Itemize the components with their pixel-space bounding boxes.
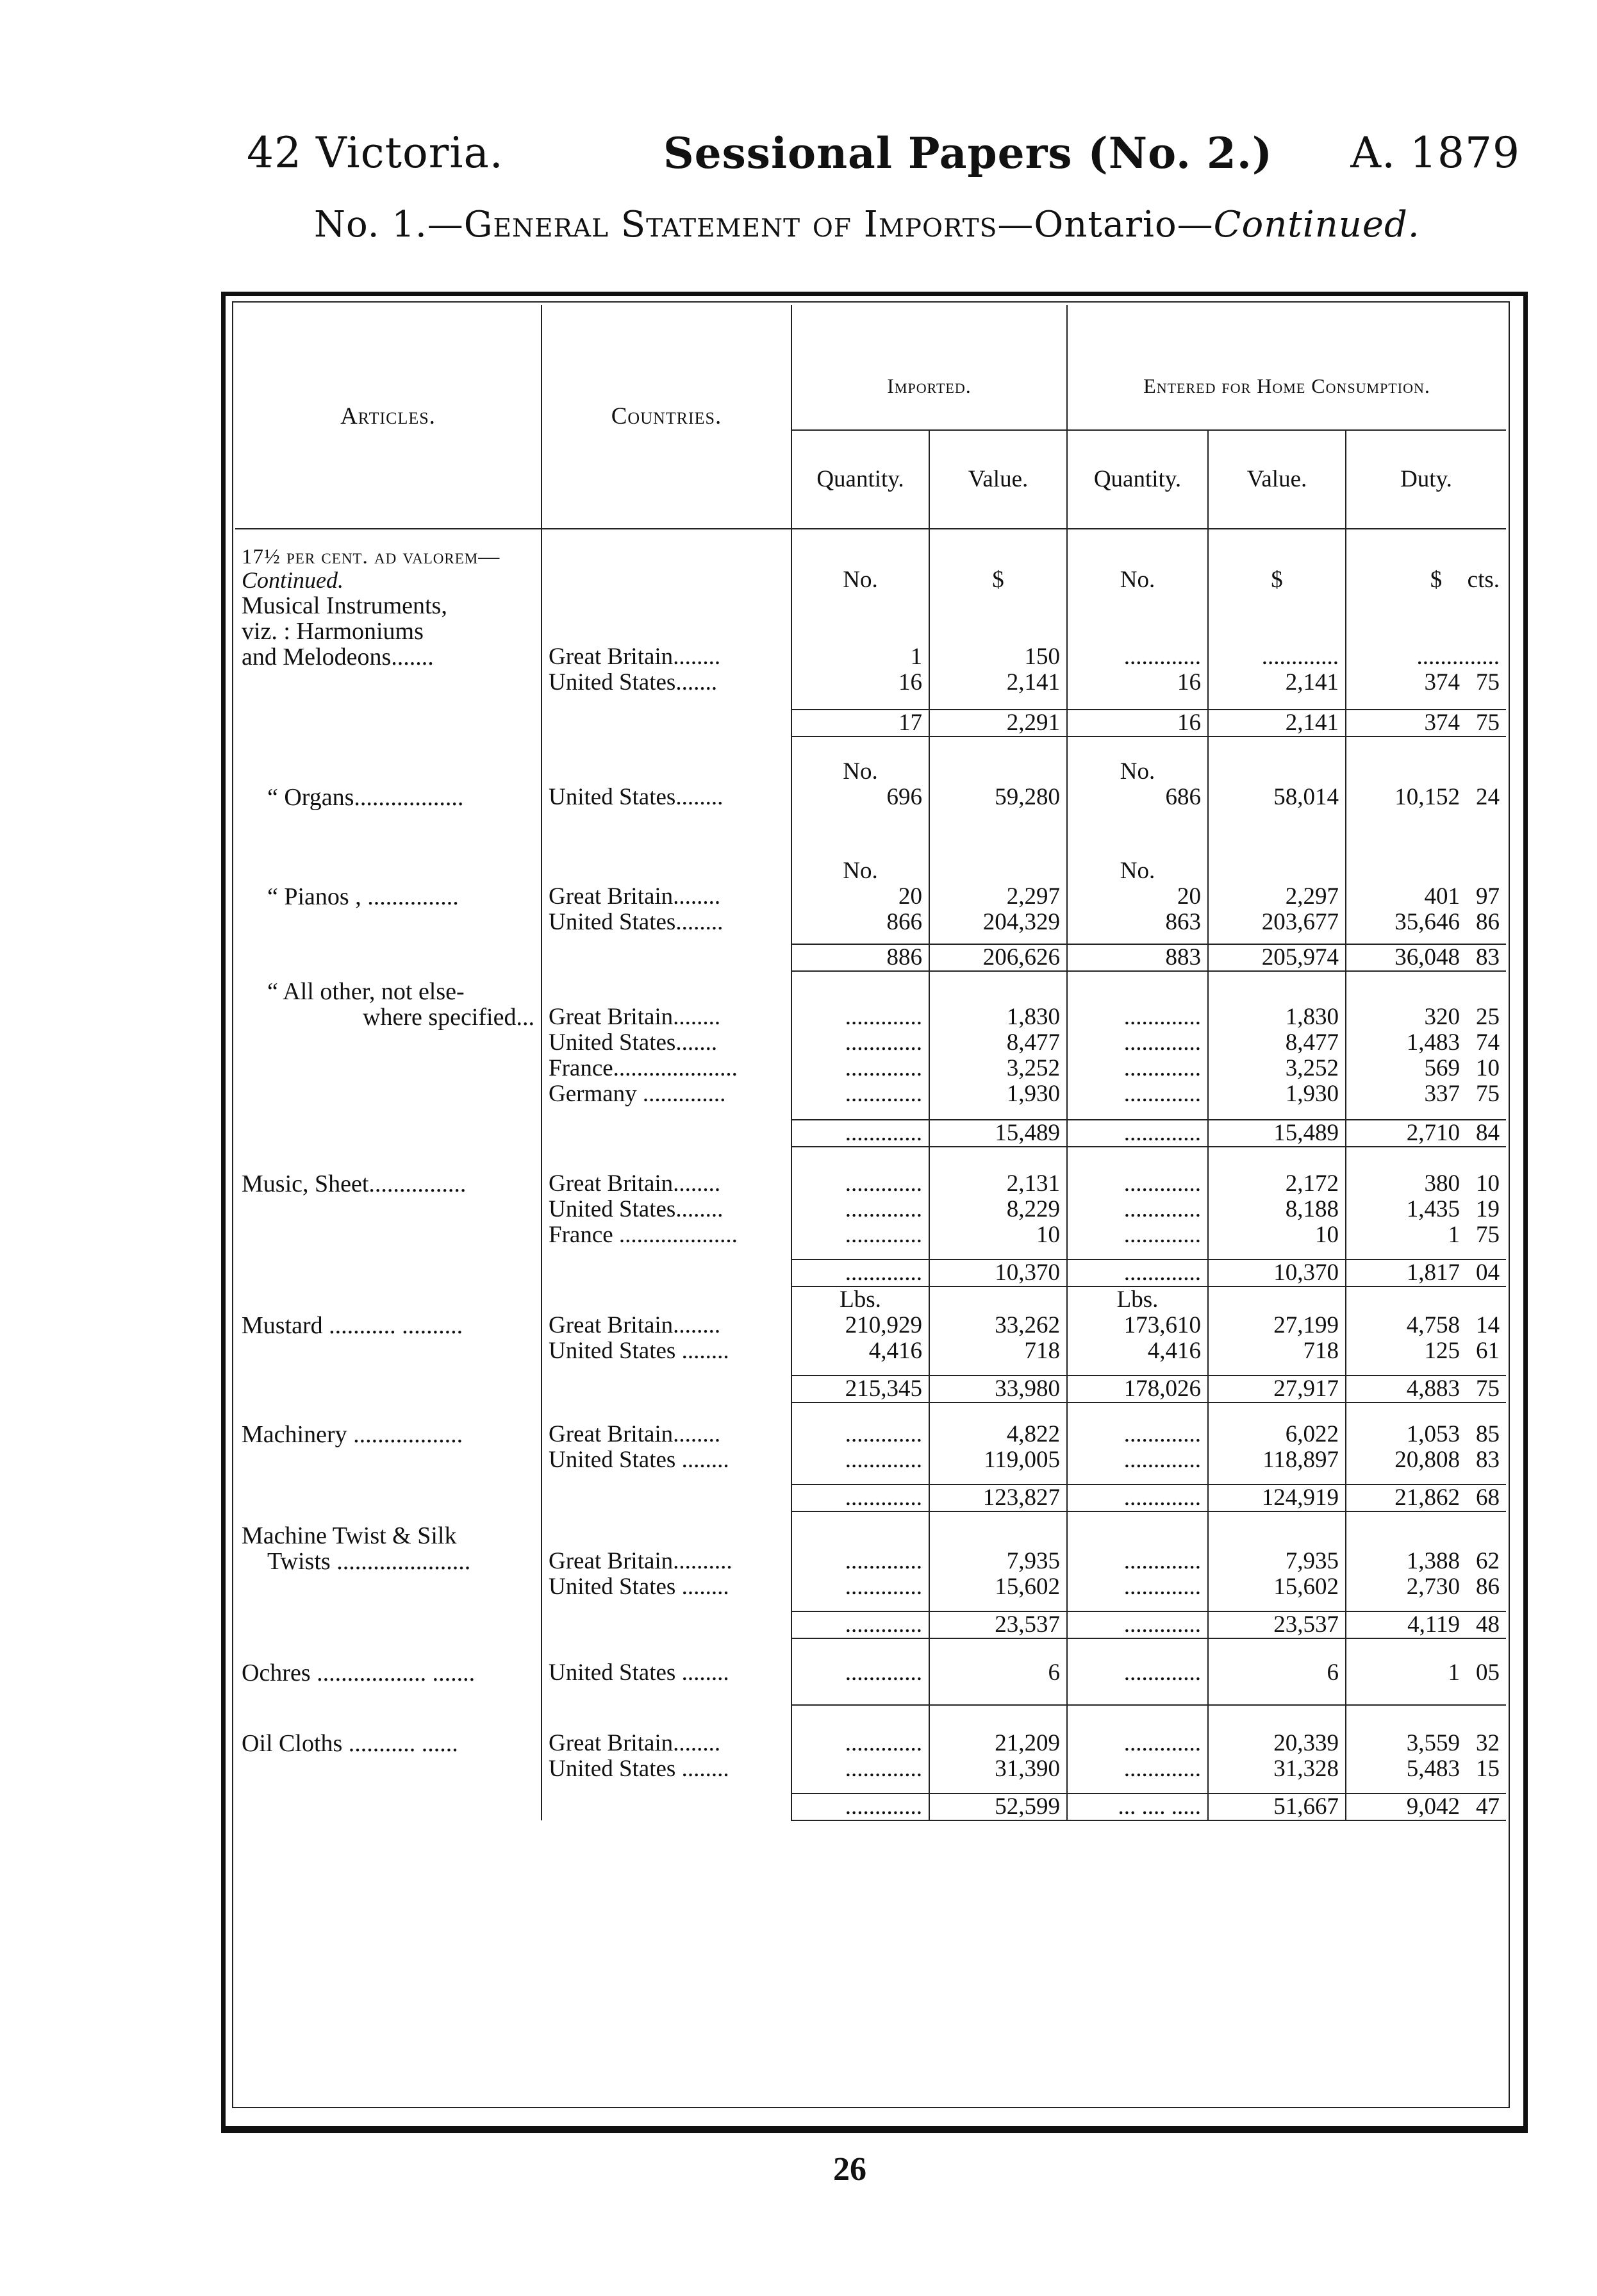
quantity-home-cell: ............. [1067, 1171, 1208, 1197]
table-row [235, 670, 1506, 695]
quantity-cell: ............. [791, 1004, 929, 1030]
country-cell: Great Britain........ [542, 1313, 791, 1338]
value-cell: 1,930 [929, 1081, 1067, 1107]
country-cell: United States ........ [542, 1574, 791, 1600]
article-name: Twists ...................... [235, 1549, 542, 1574]
value-home-cell: 7,935 [1208, 1549, 1346, 1574]
total-duty: 2,710 84 [1346, 1120, 1506, 1147]
total-value: 10,370 [929, 1260, 1067, 1286]
total-value-home: 205,974 [1208, 944, 1346, 971]
value-cell: 3,252 [929, 1056, 1067, 1081]
duty-cell: 35,646 86 [1394, 910, 1500, 935]
value-home-cell: 6 [1208, 1660, 1346, 1686]
country-cell: United States ........ [542, 1447, 791, 1473]
country-cell: United States........ [542, 785, 791, 810]
duty-cell: 1,053 85 [1406, 1422, 1500, 1447]
quantity-cell: 4,416 [791, 1338, 929, 1364]
quantity-home-cell: 863 [1067, 910, 1208, 935]
value-cell: 1,830 [929, 1004, 1067, 1030]
table-row [235, 785, 1506, 810]
value-home-cell: 8,477 [1208, 1030, 1346, 1056]
quantity-home-cell: ............. [1067, 1081, 1208, 1107]
duty-cell: 10,152 24 [1394, 785, 1500, 810]
quantity-cell: ............. [791, 1731, 929, 1756]
unit-no: No. [791, 858, 929, 884]
quantity-cell: ............. [791, 1447, 929, 1473]
table-row [235, 644, 1506, 670]
total-duty: 4,119 48 [1346, 1611, 1506, 1638]
total-duty: 4,883 75 [1346, 1376, 1506, 1402]
total-duty: 21,862 68 [1346, 1485, 1506, 1511]
duty-cell: 5,483 15 [1406, 1756, 1500, 1782]
column-countries: Countries. [542, 305, 791, 529]
total-value: 52,599 [929, 1793, 1067, 1820]
value-cell: 2,297 [929, 884, 1067, 910]
quantity-home-cell: 173,610 [1067, 1313, 1208, 1338]
quantity-cell: ............. [791, 1574, 929, 1600]
quantity-home-cell: 4,416 [1067, 1338, 1208, 1364]
unit-no-home: No. [1067, 759, 1208, 785]
total-value: 33,980 [929, 1376, 1067, 1402]
value-cell: 119,005 [929, 1447, 1067, 1473]
duty-cell: 337 75 [1424, 1081, 1500, 1107]
total-quantity: ............. [791, 1485, 929, 1511]
country-cell: United States....... [542, 1030, 791, 1056]
page-subtitle [314, 204, 1420, 245]
total-quantity-home: 16 [1067, 710, 1208, 736]
country-cell: United States ........ [542, 1660, 791, 1686]
quantity-cell: ............. [791, 1756, 929, 1782]
table-row [235, 1197, 1506, 1222]
value-home-cell: 203,677 [1208, 910, 1346, 935]
imports-table [235, 305, 1506, 1821]
value-home-cell: 1,930 [1208, 1081, 1346, 1107]
quantity-home-cell: ............. [1067, 1030, 1208, 1056]
header-year: A. 1879 [1350, 128, 1520, 178]
total-row [235, 1485, 1506, 1511]
value-cell: 15,602 [929, 1574, 1067, 1600]
column-quantity-home: Quantity. [1067, 430, 1208, 529]
unit-no: No. [791, 529, 929, 593]
value-cell: 4,822 [929, 1422, 1067, 1447]
article-name: viz. : Harmoniums [235, 619, 542, 644]
article-name: where specified... [235, 1004, 542, 1030]
quantity-cell: ............. [791, 1197, 929, 1222]
duty-cell: 125 61 [1424, 1338, 1500, 1364]
quantity-cell: ............. [791, 1422, 929, 1447]
article-name: Musical Instruments, [235, 593, 542, 619]
table-row [235, 1549, 1506, 1574]
value-home-cell: 10 [1208, 1222, 1346, 1248]
value-cell: 6 [929, 1660, 1067, 1686]
country-cell: Great Britain........ [542, 884, 791, 910]
unit-dollar-home: $ [1208, 529, 1346, 593]
table-row [235, 1574, 1506, 1600]
country-cell: Great Britain........ [542, 1004, 791, 1030]
total-quantity: ............. [791, 1611, 929, 1638]
value-home-cell: 15,602 [1208, 1574, 1346, 1600]
quantity-cell: 866 [791, 910, 929, 935]
quantity-cell: 696 [791, 785, 929, 810]
total-quantity-home: 883 [1067, 944, 1208, 971]
quantity-cell: ............. [791, 1549, 929, 1574]
value-home-cell: ............. [1208, 644, 1346, 670]
column-quantity: Quantity. [791, 430, 929, 529]
total-quantity: ............. [791, 1793, 929, 1820]
quantity-home-cell: ............. [1067, 1004, 1208, 1030]
duty-cell: 401 97 [1424, 884, 1500, 910]
section-rate: 17½ per cent. ad valorem—Continued. [235, 529, 542, 593]
total-quantity-home: ... .... ..... [1067, 1793, 1208, 1820]
total-value-home: 23,537 [1208, 1611, 1346, 1638]
duty-cell: 1,435 19 [1406, 1197, 1500, 1222]
duty-cell: 1,483 74 [1406, 1030, 1500, 1056]
column-imported: Imported. [791, 305, 1067, 430]
country-cell: France..................... [542, 1056, 791, 1081]
unit-no-home: No. [1067, 858, 1208, 884]
table-row [235, 1030, 1506, 1056]
total-value-home: 2,141 [1208, 710, 1346, 736]
total-quantity-home: 178,026 [1067, 1376, 1208, 1402]
header-session: 42 Victoria. [247, 128, 504, 178]
duty-cell: .............. [1416, 644, 1500, 670]
value-home-cell: 2,141 [1208, 670, 1346, 695]
quantity-home-cell: ............. [1067, 1197, 1208, 1222]
value-home-cell: 6,022 [1208, 1422, 1346, 1447]
table-row [235, 1056, 1506, 1081]
value-home-cell: 20,339 [1208, 1731, 1346, 1756]
total-value-home: 51,667 [1208, 1793, 1346, 1820]
total-value: 2,291 [929, 710, 1067, 736]
quantity-cell: 210,929 [791, 1313, 929, 1338]
article-name: Ochres .................. ....... [235, 1660, 542, 1686]
article-name: and Melodeons....... [235, 644, 542, 670]
quantity-home-cell: ............. [1067, 1660, 1208, 1686]
duty-cell: 374 75 [1424, 670, 1500, 695]
value-home-cell: 2,297 [1208, 884, 1346, 910]
total-quantity: ............. [791, 1120, 929, 1147]
total-value-home: 27,917 [1208, 1376, 1346, 1402]
column-articles: Articles. [235, 305, 542, 529]
quantity-home-cell: 20 [1067, 884, 1208, 910]
duty-cell: 20,808 83 [1394, 1447, 1500, 1473]
value-cell: 718 [929, 1338, 1067, 1364]
article-name: “ Pianos , ............... [235, 884, 542, 910]
value-cell: 204,329 [929, 910, 1067, 935]
unit-lbs-home: Lbs. [1067, 1286, 1208, 1313]
value-cell: 59,280 [929, 785, 1067, 810]
total-value: 123,827 [929, 1485, 1067, 1511]
total-row [235, 710, 1506, 736]
total-row [235, 1120, 1506, 1147]
duty-cell: 320 25 [1424, 1004, 1500, 1030]
value-home-cell: 58,014 [1208, 785, 1346, 810]
value-home-cell: 27,199 [1208, 1313, 1346, 1338]
duty-cell: 380 10 [1424, 1171, 1500, 1197]
quantity-home-cell: ............. [1067, 1422, 1208, 1447]
duty-cell: 1,388 62 [1406, 1549, 1500, 1574]
article-name: Oil Cloths ........... ...... [235, 1731, 542, 1756]
subtitle-continued: Continued. [1213, 204, 1420, 245]
total-row [235, 944, 1506, 971]
value-cell: 8,477 [929, 1030, 1067, 1056]
total-value: 23,537 [929, 1611, 1067, 1638]
article-name: Mustard ........... .......... [235, 1313, 542, 1338]
total-quantity: 215,345 [791, 1376, 929, 1402]
column-duty: Duty. [1346, 430, 1506, 529]
total-row [235, 1611, 1506, 1638]
article-name: Music, Sheet................ [235, 1171, 542, 1197]
article-name: Machinery .................. [235, 1422, 542, 1447]
total-quantity-home: ............. [1067, 1611, 1208, 1638]
table-row [235, 1171, 1506, 1197]
value-cell: 2,131 [929, 1171, 1067, 1197]
country-cell: United States........ [542, 910, 791, 935]
total-quantity: ............. [791, 1260, 929, 1286]
quantity-cell: ............. [791, 1171, 929, 1197]
article-name: “ All other, not else- [235, 979, 542, 1004]
quantity-cell: ............. [791, 1056, 929, 1081]
duty-cell: 1 05 [1448, 1660, 1500, 1686]
subtitle-title: General Statement of Imports [463, 204, 998, 245]
total-quantity: 17 [791, 710, 929, 736]
value-home-cell: 718 [1208, 1338, 1346, 1364]
quantity-cell: ............. [791, 1222, 929, 1248]
duty-cell: 569 10 [1424, 1056, 1500, 1081]
quantity-home-cell: ............. [1067, 1447, 1208, 1473]
value-cell: 150 [929, 644, 1067, 670]
value-cell: 2,141 [929, 670, 1067, 695]
quantity-home-cell: ............. [1067, 1222, 1208, 1248]
country-cell: Great Britain........ [542, 1171, 791, 1197]
quantity-cell: ............. [791, 1030, 929, 1056]
column-entered: Entered for Home Consumption. [1067, 305, 1506, 430]
total-value-home: 15,489 [1208, 1120, 1346, 1147]
quantity-cell: ............. [791, 1660, 929, 1686]
total-duty: 374 75 [1346, 710, 1506, 736]
quantity-home-cell: ............. [1067, 1549, 1208, 1574]
value-home-cell: 8,188 [1208, 1197, 1346, 1222]
value-home-cell: 1,830 [1208, 1004, 1346, 1030]
duty-cell: 2,730 86 [1406, 1574, 1500, 1600]
value-home-cell: 118,897 [1208, 1447, 1346, 1473]
unit-no-home: No. [1067, 529, 1208, 593]
article-name: Machine Twist & Silk [235, 1523, 542, 1549]
table-row [235, 1731, 1506, 1756]
total-quantity: 886 [791, 944, 929, 971]
quantity-home-cell: ............. [1067, 644, 1208, 670]
country-cell: United States....... [542, 670, 791, 695]
value-home-cell: 2,172 [1208, 1171, 1346, 1197]
quantity-home-cell: 16 [1067, 670, 1208, 695]
total-value-home: 10,370 [1208, 1260, 1346, 1286]
total-value: 206,626 [929, 944, 1067, 971]
value-cell: 21,209 [929, 1731, 1067, 1756]
page-number: 26 [833, 2151, 866, 2188]
table-row [235, 1004, 1506, 1030]
header-title: Sessional Papers (No. 2.) [663, 128, 1273, 178]
total-duty: 1,817 04 [1346, 1260, 1506, 1286]
quantity-home-cell: ............. [1067, 1574, 1208, 1600]
value-cell: 31,390 [929, 1756, 1067, 1782]
country-cell: United States ........ [542, 1338, 791, 1364]
value-cell: 8,229 [929, 1197, 1067, 1222]
quantity-home-cell: 686 [1067, 785, 1208, 810]
unit-lbs: Lbs. [791, 1286, 929, 1313]
table-row [235, 910, 1506, 935]
total-value: 15,489 [929, 1120, 1067, 1147]
total-quantity-home: ............. [1067, 1260, 1208, 1286]
country-cell: France .................... [542, 1222, 791, 1248]
total-value-home: 124,919 [1208, 1485, 1346, 1511]
quantity-cell: ............. [791, 1081, 929, 1107]
country-cell: United States........ [542, 1197, 791, 1222]
table-row [235, 884, 1506, 910]
table-row [235, 1081, 1506, 1107]
country-cell: Great Britain.......... [542, 1549, 791, 1574]
total-quantity-home: ............. [1067, 1120, 1208, 1147]
table-row [235, 1756, 1506, 1782]
country-cell: Great Britain........ [542, 1422, 791, 1447]
total-duty: 36,048 83 [1346, 944, 1506, 971]
quantity-home-cell: ............. [1067, 1756, 1208, 1782]
article-name: “ Organs.................. [235, 785, 542, 810]
value-cell: 10 [929, 1222, 1067, 1248]
table-row [235, 1222, 1506, 1248]
duty-cell: 3,559 32 [1406, 1731, 1500, 1756]
unit-dollar: $ [929, 529, 1067, 593]
quantity-home-cell: ............. [1067, 1056, 1208, 1081]
duty-cell: 1 75 [1448, 1222, 1500, 1248]
table-row [235, 1422, 1506, 1447]
total-quantity-home: ............. [1067, 1485, 1208, 1511]
subtitle-number: No. 1.— [314, 204, 464, 245]
value-home-cell: 31,328 [1208, 1756, 1346, 1782]
table-row [235, 1313, 1506, 1338]
country-cell: Great Britain........ [542, 1731, 791, 1756]
table-row [235, 1447, 1506, 1473]
total-row [235, 1376, 1506, 1402]
total-row [235, 1793, 1506, 1820]
value-cell: 7,935 [929, 1549, 1067, 1574]
quantity-cell: 1 [791, 644, 929, 670]
value-home-cell: 3,252 [1208, 1056, 1346, 1081]
table-row [235, 1660, 1506, 1686]
quantity-cell: 20 [791, 884, 929, 910]
country-cell: United States ........ [542, 1756, 791, 1782]
column-value-home: Value. [1208, 430, 1346, 529]
column-value: Value. [929, 430, 1067, 529]
country-cell: Great Britain........ [542, 644, 791, 670]
subtitle-province: —Ontario— [997, 204, 1214, 245]
quantity-home-cell: ............. [1067, 1731, 1208, 1756]
unit-duty: $ cts. [1430, 567, 1500, 593]
duty-cell: 4,758 14 [1406, 1313, 1500, 1338]
unit-no: No. [791, 759, 929, 785]
total-row [235, 1260, 1506, 1286]
quantity-cell: 16 [791, 670, 929, 695]
table-row [235, 1338, 1506, 1364]
value-cell: 33,262 [929, 1313, 1067, 1338]
total-duty: 9,042 47 [1346, 1793, 1506, 1820]
country-cell: Germany .............. [542, 1081, 791, 1107]
